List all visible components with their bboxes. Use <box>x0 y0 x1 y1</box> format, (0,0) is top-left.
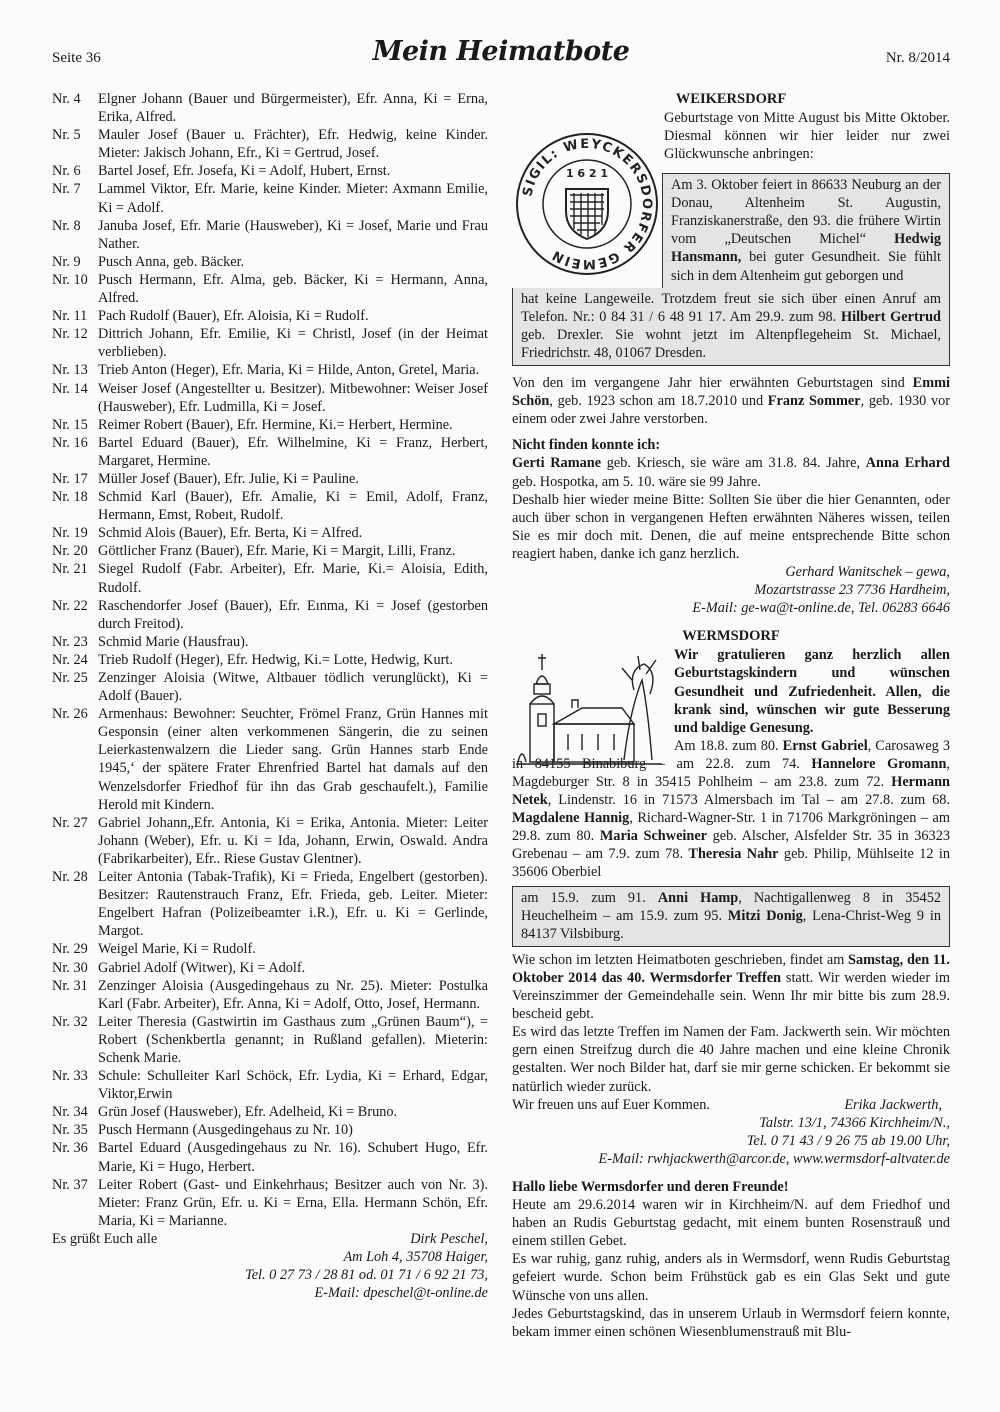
list-item <box>52 1139 488 1175</box>
freuen-text: Wir freuen uns auf Euer Kommen. <box>512 1096 710 1113</box>
list-item <box>52 126 488 162</box>
jackwerth-street: Talstr. 13/1, 74366 Kirchheim/N., <box>759 1114 950 1131</box>
list-item <box>52 542 488 560</box>
hallo-paragraph-2: Es war ruhig, ganz ruhig, anders als in Wermsdorf, wenn Rudis Geburtstag gefeiert wurde. Schon beim Frühstück gab es ein Glas Sekt und gute Wünsche von uns allen. <box>512 1251 950 1304</box>
list-item <box>52 380 488 416</box>
house-residents: Pusch Hermann, Efr. Alma, geb. Bäcker, Ki = Hermann, Anna, Alfred. <box>98 271 488 307</box>
masthead: Mein Heimatbote <box>372 36 630 67</box>
list-item <box>52 488 488 524</box>
house-number: Nr. 17 <box>52 470 88 487</box>
house-number: Nr. 34 <box>52 1104 88 1121</box>
house-number: Nr. 9 <box>52 253 81 270</box>
house-number: Nr. 31 <box>52 977 88 994</box>
list-item <box>52 669 488 705</box>
church-icon <box>512 650 666 780</box>
house-residents: Schule: Schulleiter Karl Schöck, Efr. Lydia, Ki = Erhard, Edgar, Viktor,Erwin <box>98 1068 488 1103</box>
list-item <box>52 361 488 379</box>
house-number: Nr. 21 <box>52 561 88 578</box>
list-item <box>52 1176 488 1230</box>
house-residents: Zenzinger Aloisia (Witwe, Altbauer tödlich verunglückt), Ki = Adolf (Bauer). <box>98 670 488 705</box>
list-item <box>52 959 488 977</box>
house-number: Nr. 23 <box>52 633 88 650</box>
house-number: Nr. 20 <box>52 543 88 560</box>
notfound-heading: Nicht finden konnte ich: <box>512 437 661 454</box>
hallo-paragraph-1: Heute am 29.6.2014 waren wir in Kirchheim/N. auf dem Friedhof und haben an Rudis Geburtstag gedacht, mit einem bunten Rosenstrauß und einem stillen Gebet. <box>512 1197 950 1250</box>
house-list <box>52 90 488 1230</box>
list-item <box>52 977 488 1013</box>
house-residents: Raschendorfer Josef (Bauer), Efr. Eınma, Ki = Josef (gestorben durch Freitod). <box>98 597 488 632</box>
list-item <box>52 1103 488 1121</box>
seal-icon <box>514 131 660 277</box>
wermsdorf-congrats: Wir gratulieren ganz herzlich allen Geburtstagskindern und wünschen Gesundheit und Zufriedenheit. Allen, die krank sind, wünschen wir gute Besserung und baldige Genesung. <box>674 647 950 736</box>
house-number: Nr. 37 <box>52 1176 88 1193</box>
house-number: Nr. 18 <box>52 489 88 506</box>
signer-phone: Tel. 0 27 73 / 28 81 od. 01 71 / 6 92 21 73, <box>245 1267 488 1284</box>
house-number: Nr. 8 <box>52 217 81 234</box>
house-residents: Dittrich Johann, Efr. Emilie, Ki = Christl, Josef (in der Heimat verblieben). <box>98 326 488 361</box>
svg-text:SIGIL: WEYCKERSDORFER GEMEIN <box>520 137 654 271</box>
list-item <box>52 651 488 669</box>
house-number: Nr. 28 <box>52 869 88 886</box>
house-residents: Armenhaus: Bewohner: Seuchter, Frömel Franz, Grün Hannes mit Gesponsin (einer alten verkommenen Sängerin, die zu seinen Leierkastenwalzern die Lieder sang. Grün Hannes starb Ende 1945,‘ der spätere Frater Ehrenfried Bartel hat damals auf den Wenzelsdorfer Friedhof für ihn das Grab geschaufelt.), Familie Herold mit Kindern. <box>98 706 488 813</box>
house-residents: Trieb Rudolf (Heger), Efr. Hedwig, Ki.= Lotte, Hedwig, Kurt. <box>98 651 453 668</box>
house-residents: Göttlicher Franz (Bauer), Efr. Marie, Ki = Margit, Lilli, Franz. <box>98 543 456 560</box>
gewa-name: Gerhard Wanitschek – gewa, <box>785 563 950 580</box>
house-number: Nr. 25 <box>52 670 88 686</box>
list-item <box>52 1013 488 1067</box>
list-item <box>52 217 488 253</box>
list-item <box>52 307 488 325</box>
page-number: Seite 36 <box>52 50 101 66</box>
page-header <box>52 36 950 72</box>
house-residents: Siegel Rudolf (Fabr. Arbeiter), Efr. Marie, Ki.= Aloisia, Edith, Rudolf. <box>98 561 488 596</box>
right-column <box>512 90 950 1341</box>
house-number: Nr. 12 <box>52 326 88 343</box>
signer-email: E-Mail: dpeschel@t-online.de <box>314 1285 488 1302</box>
seal-year: 1 6 2 1 <box>565 167 609 181</box>
house-residents: Reimer Robert (Bauer), Efr. Hermine, Ki.= Herbert, Hermine. <box>98 416 453 433</box>
seal-text: SIGIL: WEYCKERSDORFER GEMEIN <box>520 136 655 272</box>
house-residents: Zenzinger Aloisia (Ausgedingehaus zu Nr. 25). Mieter: Postulka Karl (Fabr. Arbeiter), Efr. Anna, Ki = Adolf, Otto, Josef, Hermann. <box>98 977 488 1012</box>
house-number: Nr. 24 <box>52 651 88 668</box>
wermsdorf-title: WERMSDORF <box>682 628 780 645</box>
list-item <box>52 90 488 126</box>
notfound-list: Gerti Ramane geb. Kriesch, sie wäre am 31.8. 84. Jahre, Anna Erhard geb. Hospotka, am 5. 10. wäre sie 99 Jahre. <box>512 455 950 490</box>
house-number: Nr. 7 <box>52 181 81 198</box>
wermsdorf-birthdays: Am 18.8. zum 80. Ernst Gabriel, Carosaweg 3 in 84155 Binabiburg – am 22.8. zum 74. Hannelore Gromann, Magdeburger Str. 8 in 35415 Pohlheim – am 23.8. zum 72. Hermann Netek, Lindenstr. 16 in 71573 Almersbach im Tal – am 27.8. zum 68. Magdalene Hannig, Richard-Wagner-Str. 1 in 71706 Markgröningen – am 29.8. zum 80. Maria Schweiner geb. Alscher, Alsfelder Str. 35 in 36323 Grebenau – am 7.9. zum 78. Theresia Nahr geb. Philip, Mühlseite 12 in 35606 Oberbiel <box>512 737 951 881</box>
house-residents: Gabriel Johann„Efr. Antonia, Ki = Erika, Antonia. Mieter: Leiter Johann (Weber), Efr. u. Ki = Ida, Johann, Erwin, Oswald. Andra (Fabrikarbeiter), Efr.. Riese Gustav Glentner). <box>98 814 488 867</box>
house-residents: Weiser Josef (Angestellter u. Besitzer). Mitbewohner: Weiser Josef (Hausweber), Efr. Ludmilla, Ki = Josef. <box>98 380 488 415</box>
list-item <box>52 271 488 307</box>
house-number: Nr. 33 <box>52 1068 88 1085</box>
hamp-donig-box: am 15.9. zum 91. Anni Hamp, Nachtigallenweg 8 in 35452 Heuchelheim – am 15.9. zum 95. Mitzi Donig, Lena-Christ-Weg 9 in 84137 Vilsbiburg. <box>512 886 950 947</box>
house-residents: Pusch Anna, geb. Bäcker. <box>98 253 245 270</box>
house-residents: Lammel Viktor, Efr. Marie, keine Kinder. Mieter: Axmann Emilie, Ki = Adolf. <box>98 181 488 216</box>
hallo-heading: Hallo liebe Wermsdorfer und deren Freunde! <box>512 1178 789 1195</box>
list-item <box>52 560 488 596</box>
house-number: Nr. 5 <box>52 127 81 144</box>
house-residents: Gabriel Adolf (Witwer), Ki = Adolf. <box>98 959 306 976</box>
list-item <box>52 180 488 216</box>
house-number: Nr. 19 <box>52 525 88 542</box>
list-item <box>52 325 488 361</box>
list-item <box>52 416 488 434</box>
hansmann-box: Am 3. Oktober feiert in 86633 Neuburg an der Donau, Altenheim St. Augustin, Franziskanerstraße, den 93. die frühere Wirtin vom „Deutschen Michel“ Hedwig Hansmann, bei guter Gesundheit. Sie fühlt sich in dem Altenheim gut geborgen und <box>662 173 950 288</box>
list-item <box>52 633 488 651</box>
weikersdorf-intro-block <box>512 109 950 288</box>
house-number: Nr. 10 <box>52 271 88 288</box>
house-number: Nr. 36 <box>52 1140 88 1157</box>
house-number: Nr. 15 <box>52 416 88 433</box>
greeting: Es grüßt Euch alle <box>52 1230 158 1247</box>
house-number: Nr. 27 <box>52 814 88 831</box>
house-number: Nr. 35 <box>52 1122 88 1139</box>
house-residents: Weigel Marie, Ki = Rudolf. <box>98 941 256 958</box>
plea-text: Deshalb hier wieder meine Bitte: Sollten Sie über die hier Genannten, oder auch über schon in vergangenen Heften erwähnten Näheres wissen, teilen Sie es mir doch mit. Denen, die auf meine entsprechende Bitte schon reagiert haben, danke ich ganz herzlich. <box>512 491 950 562</box>
house-residents: Elgner Johann (Bauer und Bürgermeister), Efr. Anna, Ki = Erna, Erika, Alfred. <box>98 91 488 126</box>
gertrud-box: hat keine Langeweile. Trotzdem freut sie sich über einen Anruf am Telefon. Nr.: 0 84 31 / 6 48 91 17. Am 29.9. zum 98. Hilbert Gertrud geb. Drexler. Sie wohnt jetzt im Altenpflegeheim St. Michael, Friedrichstr. 48, 01067 Dresden. <box>512 288 950 366</box>
house-residents: Schmid Alois (Bauer), Efr. Berta, Ki = Alfred. <box>98 525 363 542</box>
list-item <box>52 1067 488 1103</box>
list-item <box>52 434 488 470</box>
gewa-street: Mozartstrasse 23 7736 Hardheim, <box>754 582 950 599</box>
left-signature <box>52 1230 488 1248</box>
gewa-contact: E-Mail: ge-wa@t-online.de, Tel. 06283 6646 <box>692 600 950 617</box>
house-residents: Mauler Josef (Bauer u. Frächter), Efr. Hedwig, keine Kinder. Mieter: Jakisch Johann, Efr., Ki = Gertrud, Josef. <box>98 127 488 162</box>
house-number: Nr. 32 <box>52 1013 88 1030</box>
signer-name: Dirk Peschel, <box>410 1230 488 1247</box>
house-residents: Januba Josef, Efr. Marie (Hausweber), Ki = Josef, Marie und Frau Nather. <box>98 217 488 252</box>
house-residents: Leiter Antonia (Tabak-Trafik), Ki = Frieda, Engelbert (gestorben). Besitzer: Rautenstrauch Franz, Efr. Frieda, geb. Leiter. Mieter: Engelbert Hafran (Polizeibeamter i.R.), Efr. u. Ki = Gerlinde, Margot. <box>98 869 488 940</box>
last-meeting-text: Es wird das letzte Treffen im Namen der Fam. Jackwerth sein. Wir möchten gern einen Streifzug durch die 40 Jahre machen und eine kleine Chronik gestalten. Wer noch Bilder hat, darf sie mir gerne schicken. Er bekommt sie natürlich wieder zurück. <box>512 1024 950 1095</box>
house-number: Nr. 4 <box>52 91 81 107</box>
house-residents: Trieb Anton (Heger), Efr. Maria, Ki = Hilde, Anton, Gretel, Maria. <box>98 362 480 379</box>
house-number: Nr. 16 <box>52 434 88 451</box>
jackwerth-email: E-Mail: rwhjackwerth@arcor.de, www.wermsdorf-altvater.de <box>598 1150 950 1167</box>
house-residents: Schmid Marie (Hausfrau). <box>98 633 249 650</box>
issue-number: Nr. 8/2014 <box>885 50 950 66</box>
list-item <box>52 868 488 940</box>
house-number: Nr. 22 <box>52 597 88 614</box>
list-item <box>52 814 488 868</box>
meeting-announcement: Wie schon im letzten Heimatboten geschrieben, findet am Samstag, den 11. Oktober 2014 das 40. Wermsdorfer Treffen statt. Wir werden wieder im Vereinszimmer der Gemeindehalle sein. Wenn Ihr mir bitte bis zum 28.9. bescheid gebt. <box>512 951 950 1023</box>
jackwerth-signature <box>512 1096 950 1114</box>
house-residents: Bartel Eduard (Ausgedingehaus zu Nr. 16). Schubert Hugo, Efr. Marie, Ki = Hugo, Herbert. <box>98 1140 488 1175</box>
signer-street: Am Loh 4, 35708 Haiger, <box>343 1249 488 1265</box>
list-item <box>52 470 488 488</box>
jackwerth-phone: Tel. 0 71 43 / 9 26 75 ab 19.00 Uhr, <box>746 1132 950 1149</box>
list-item <box>52 705 488 814</box>
house-residents: Leiter Robert (Gast- und Einkehrhaus; Besitzer auch von Nr. 3). Mieter: Franz Grün, Efr. u. Ki = Erna, Ella. Hermann Schön, Efr. Maria, Ki = Marianne. <box>98 1176 488 1229</box>
house-residents: Bartel Eduard (Bauer), Efr. Wilhelmine, Ki = Franz, Herbert, Margaret, Hermine. <box>98 434 488 469</box>
list-item <box>52 1121 488 1139</box>
house-residents: Leiter Theresia (Gastwirtin im Gasthaus zum „Grünen Baum“), = Robert (Schenkbertla genannt; in Rußland gefallen). Mieterin: Schenk Marie. <box>98 1013 488 1066</box>
list-item <box>52 524 488 542</box>
house-residents: Pusch Hermann (Ausgedingehaus zu Nr. 10) <box>98 1122 353 1139</box>
hallo-paragraph-3: Jedes Geburtstagskind, das in unserem Urlaub in Wermsdorf feiern konnte, bekam immer einen schönen Wiesenblumenstrauß mit Blu- <box>512 1305 950 1340</box>
house-number: Nr. 26 <box>52 706 88 723</box>
past-deceased: Von den im vergangene Jahr hier erwähnten Geburtstagen sind Emmi Schön, geb. 1923 schon am 18.7.2010 und Franz Sommer, geb. 1930 vor einem oder zwei Jahre verstorben. <box>512 375 951 428</box>
house-number: Nr. 29 <box>52 941 88 958</box>
wermsdorf-intro-block <box>512 646 950 881</box>
house-residents: Müller Josef (Bauer), Efr. Julie, Ki = Pauline. <box>98 470 359 487</box>
house-residents: Bartel Josef, Efr. Josefa, Ki = Adolf, Hubert, Ernst. <box>98 163 391 180</box>
house-number: Nr. 30 <box>52 959 88 976</box>
house-number: Nr. 13 <box>52 362 88 379</box>
left-column <box>52 90 488 1302</box>
weikersdorf-intro: Geburtstage von Mitte August bis Mitte Oktober. Diesmal können wir hier leider nur zwei Glückwunsche anbringen: <box>664 110 950 163</box>
house-residents: Schmid Karl (Bauer), Efr. Amalie, Ki = Emil, Adolf, Franz, Hermann, Emst, Robeıt, Rudolf. <box>98 489 488 524</box>
house-residents: Pach Rudolf (Bauer), Efr. Aloisia, Ki = Rudolf. <box>98 308 369 325</box>
list-item <box>52 597 488 633</box>
jackwerth-name: Erika Jackwerth, <box>844 1096 942 1113</box>
house-number: Nr. 6 <box>52 163 81 180</box>
list-item <box>52 940 488 958</box>
weikersdorf-title: WEIKERSDORF <box>675 91 787 107</box>
house-number: Nr. 11 <box>52 308 88 325</box>
list-item <box>52 253 488 271</box>
house-number: Nr. 14 <box>52 380 88 397</box>
house-residents: Grün Josef (Hausweber), Efr. Adelheid, Ki = Bruno. <box>98 1104 398 1121</box>
list-item <box>52 162 488 180</box>
